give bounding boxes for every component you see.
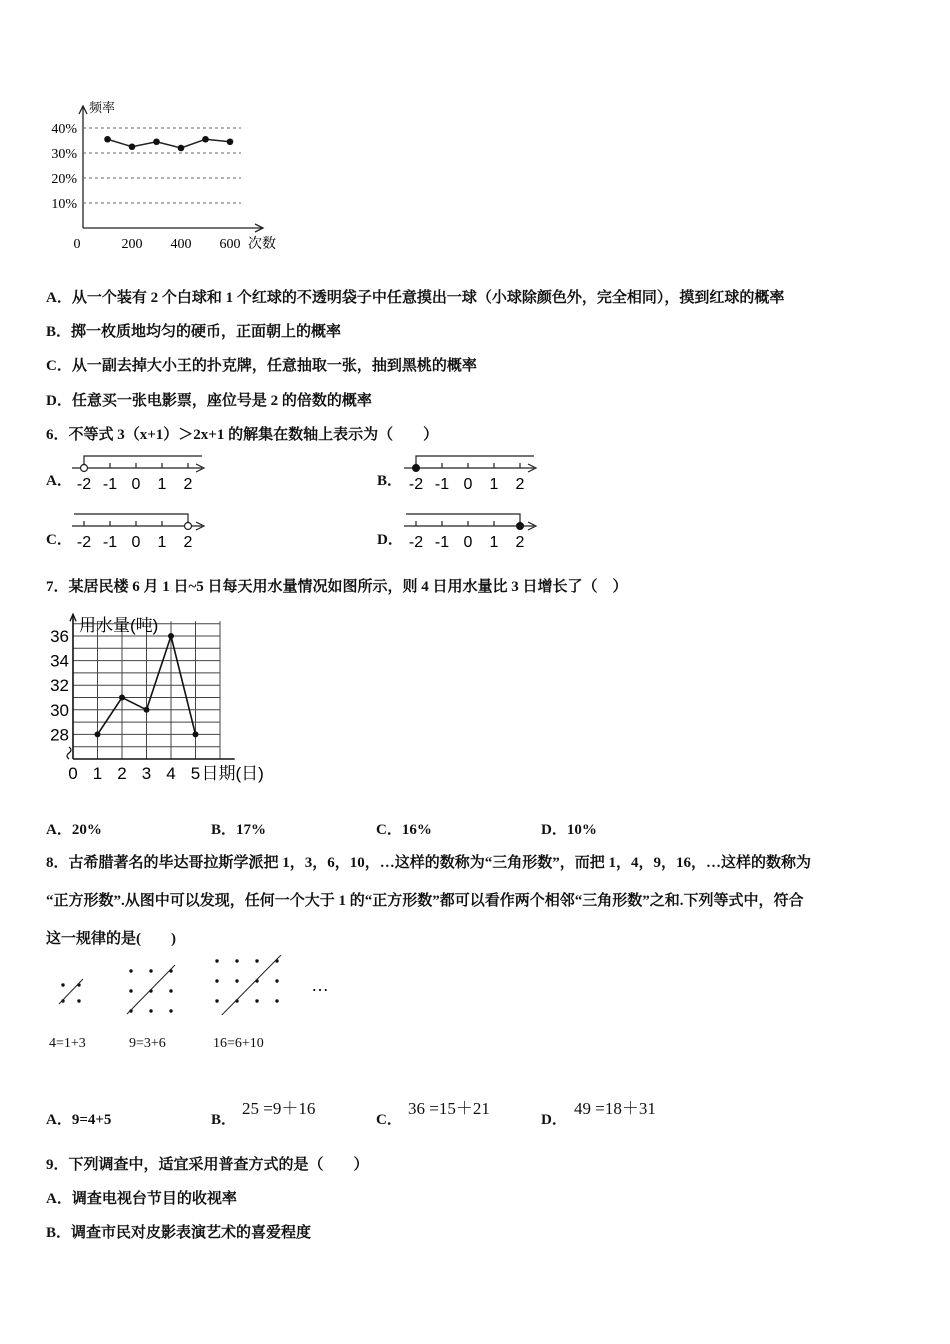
dot — [129, 969, 132, 972]
q8-stem-line-1: 8．古希腊著名的毕达哥拉斯学派把 1，3，6，10，…这样的数称为“三角形数”，而把 1，4，9，16，…这样的数称为 — [46, 855, 812, 871]
dot — [235, 979, 238, 982]
q5-option-c: C．从一副去掉大小王的扑克牌，任意抽取一张，抽到黑桃的概率 — [46, 358, 477, 374]
number-line-a — [66, 452, 216, 496]
data-point — [119, 695, 125, 701]
solution-bracket — [84, 456, 202, 468]
data-point — [153, 138, 160, 145]
dot — [255, 959, 258, 962]
tick-label: -2 — [408, 534, 424, 551]
q8-stem-line-3: 这一规律的是( ) — [46, 931, 176, 947]
q8-option-d-equation: 49 =18＋31 — [574, 1099, 656, 1118]
frequency-chart — [40, 92, 290, 262]
y-tick-label: 30 — [50, 700, 69, 720]
y-tick-label: 30% — [51, 147, 77, 162]
y-tick-label: 20% — [51, 172, 77, 187]
data-point — [129, 143, 136, 150]
tick-label: 0 — [131, 476, 141, 493]
q5-option-b: B．掷一枚质地均匀的硬币，正面朝上的概率 — [46, 324, 342, 340]
frequency-chart-canvas — [51, 100, 276, 252]
x-axis-label: 日期(日) — [201, 764, 264, 783]
x-tick-label: 0 — [73, 237, 81, 252]
number-line-d — [398, 510, 548, 554]
tick-label: 1 — [489, 534, 499, 551]
y-tick-label: 32 — [50, 676, 69, 696]
y-axis-label: 频率 — [89, 100, 116, 115]
diagonal-separator — [213, 955, 281, 1015]
number-line-c — [66, 510, 216, 554]
closed-endpoint — [412, 464, 420, 472]
dot-caption-2: 9=3+6 — [129, 1036, 166, 1051]
number-line-b — [398, 452, 548, 496]
data-point — [95, 731, 101, 737]
x-tick-label: 600 — [219, 237, 241, 252]
q7-option-d: D．10% — [541, 822, 597, 838]
open-endpoint — [185, 523, 192, 530]
dot — [235, 959, 238, 962]
solution-bracket — [416, 456, 534, 468]
dot — [149, 969, 152, 972]
q7-stem: 7．某居民楼 6 月 1 日~5 日每天用水量情况如图所示，则 4 日用水量比 3 日增长了（ ） — [46, 579, 628, 595]
dot — [149, 1009, 152, 1012]
x-tick-label: 1 — [92, 764, 103, 783]
solution-bracket — [74, 514, 188, 526]
y-tick-label: 36 — [50, 627, 69, 646]
tick-label: -1 — [102, 534, 118, 551]
tick-label: -1 — [102, 476, 118, 493]
solution-bracket — [406, 514, 520, 526]
data-point — [193, 731, 199, 737]
q8-option-d-label: D． — [541, 1112, 567, 1128]
tick-label: 2 — [183, 476, 193, 493]
x-tick-label: 2 — [117, 764, 127, 783]
dot — [275, 979, 278, 982]
x-tick-label: 0 — [68, 764, 78, 783]
series-line — [108, 139, 231, 148]
q7-option-b: B．17% — [211, 822, 267, 838]
tick-label: 1 — [489, 476, 499, 493]
tick-label: 2 — [183, 534, 193, 551]
y-axis-label: 用水量(吨) — [79, 616, 159, 636]
open-endpoint — [81, 465, 88, 472]
x-tick-label: 5 — [190, 764, 201, 783]
q5-option-d: D．任意买一张电影票，座位号是 2 的倍数的概率 — [46, 393, 372, 409]
y-tick-label: 28 — [50, 725, 69, 745]
q8-option-c-label: C． — [376, 1112, 402, 1128]
data-point — [144, 707, 150, 713]
q5-option-a: A．从一个装有 2 个白球和 1 个红球的不透明袋子中任意摸出一球（小球除颜色外，完全相同），摸到红球的概率 — [46, 290, 785, 306]
dot — [215, 999, 218, 1002]
y-tick-label: 34 — [50, 651, 69, 671]
dot-caption-1: 4=1+3 — [49, 1036, 86, 1051]
dot — [169, 989, 172, 992]
square-numbers-dot-figure — [45, 955, 345, 1015]
y-tick-label: 10% — [51, 197, 77, 212]
tick-label: 0 — [131, 534, 141, 551]
data-point — [202, 136, 209, 143]
data-point — [104, 136, 111, 143]
q6-label-b: B． — [377, 473, 403, 489]
q6-label-a: A． — [46, 473, 72, 489]
q7-option-a: A．20% — [46, 822, 102, 838]
dot — [255, 999, 258, 1002]
water-usage-chart — [40, 600, 290, 790]
tick-label: 2 — [515, 534, 525, 551]
axis-break — [67, 747, 71, 759]
y-tick-label: 40% — [51, 122, 77, 137]
tick-label: 1 — [157, 476, 167, 493]
x-tick-label: 400 — [170, 237, 192, 252]
q8-option-a: A．9=4+5 — [46, 1112, 112, 1128]
q8-option-b-equation: 25 =9＋16 — [242, 1099, 316, 1118]
dot — [215, 959, 218, 962]
q9-option-a: A．调查电视台节目的收视率 — [46, 1191, 237, 1207]
data-point — [168, 633, 174, 639]
tick-label: 2 — [515, 476, 525, 493]
x-tick-label: 3 — [141, 764, 152, 783]
tick-label: 0 — [463, 534, 473, 551]
closed-endpoint — [516, 522, 524, 530]
tick-label: -1 — [434, 476, 450, 493]
dot — [129, 989, 132, 992]
tick-label: 1 — [157, 534, 167, 551]
data-point — [178, 145, 185, 152]
dot — [275, 999, 278, 1002]
q9-option-b: B．调查市民对皮影表演艺术的喜爱程度 — [46, 1225, 312, 1241]
x-tick-label: 200 — [121, 237, 143, 252]
x-axis-label: 次数 — [248, 235, 276, 251]
tick-label: -1 — [434, 534, 450, 551]
q9-stem: 9．下列调查中，适宜采用普查方式的是（ ） — [46, 1157, 369, 1173]
q8-stem-line-2: “正方形数”.从图中可以发现，任何一个大于 1 的“正方形数”都可以看作两个相邻“三角形数”之和.下列等式中，符合 — [46, 893, 804, 909]
q8-option-b-label: B． — [211, 1112, 237, 1128]
q8-option-c-equation: 36 =15＋21 — [408, 1099, 490, 1118]
tick-label: -2 — [76, 534, 92, 551]
q6-label-d: D． — [377, 532, 403, 548]
x-tick-label: 4 — [166, 764, 176, 783]
tick-label: 0 — [463, 476, 473, 493]
water-usage-chart-canvas — [50, 614, 264, 783]
dot — [215, 979, 218, 982]
dot — [61, 983, 64, 986]
dot — [169, 1009, 172, 1012]
data-point — [227, 138, 234, 145]
continuation-ellipsis: … — [311, 975, 329, 995]
tick-label: -2 — [76, 476, 92, 493]
q6-label-c: C． — [46, 532, 72, 548]
dot-caption-3: 16=6+10 — [213, 1036, 264, 1051]
tick-label: -2 — [408, 476, 424, 493]
q6-stem: 6．不等式 3（x+1）＞2x+1 的解集在数轴上表示为（ ） — [46, 427, 439, 443]
q7-option-c: C．16% — [376, 822, 432, 838]
dot — [77, 999, 80, 1002]
